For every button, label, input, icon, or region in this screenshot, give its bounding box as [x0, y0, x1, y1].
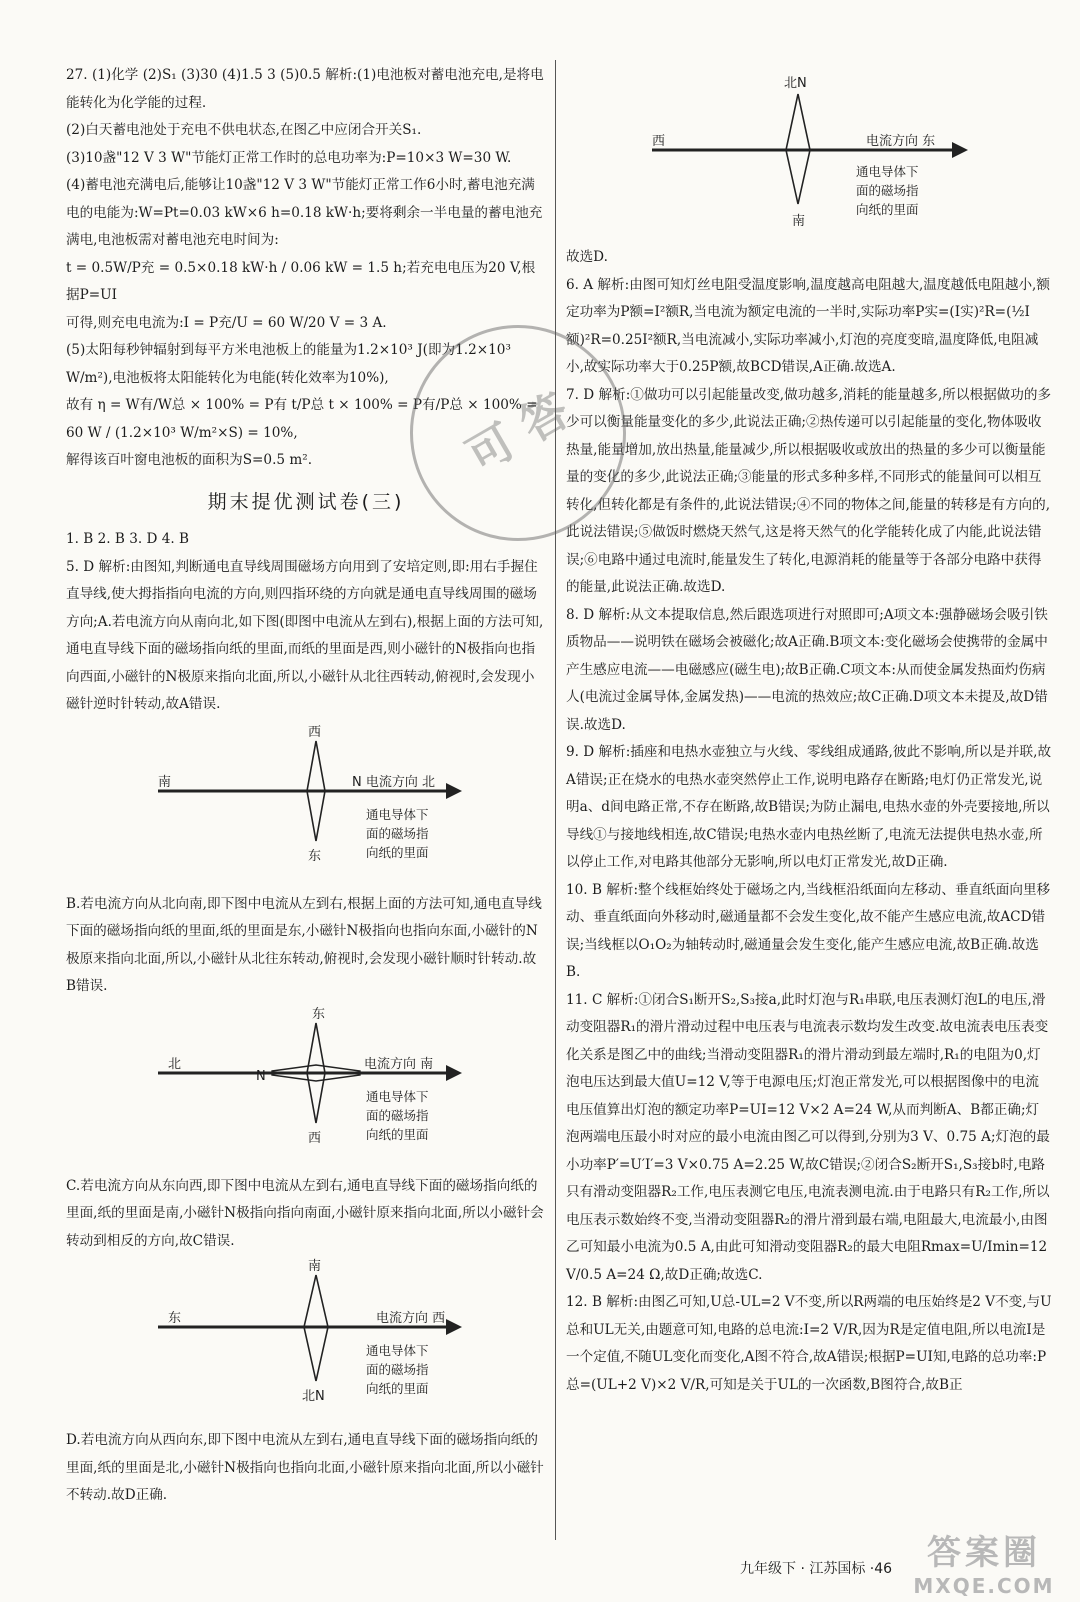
diagram-d-note: 通电导体下 面的磁场指 向纸的里面 [856, 164, 919, 217]
diagram-b-svg [66, 1007, 536, 1167]
answers-1-4: 1. B 2. B 3. D 4. B [66, 531, 189, 547]
section-title: 期末提优测试卷(三) [207, 490, 405, 513]
q5-b: B.若电流方向从北向南,即下图中电流从左到右,根据上面的方法可知,通电直导线下面的磁场指向纸的里面,纸的里面是东,小磁针N极指向也指向东面,小磁针的N极原来指向北面,所以,小磁针从北往东转动,俯视时,会发现小磁针顺时针转动.故B错误. [66, 895, 542, 994]
page-footer: 九年级下 · 江苏国标 ·46 [740, 1561, 893, 1577]
watermark-title: 答案圈 [927, 1533, 1041, 1573]
column-divider [555, 60, 556, 1540]
q27-line-10: 解得该百叶窗电池板的面积为S=0.5 m². [66, 452, 313, 468]
diagram-d [566, 68, 1052, 238]
q5-d: D.若电流方向从西向东,即下图中电流从左到右,通电直导线下面的磁场指向纸的里面,纸的里面是北,小磁针N极指向也指向北面,小磁针原来指向北面,所以小磁针不转动.故D正确. [66, 1432, 544, 1503]
q27-line-1: 27. (1)化学 (2)S₁ (3)30 (4)1.5 3 (5)0.5 解析:(1)电池板对蓄电池充电,是将电能转化为化学能的过程. [66, 67, 544, 111]
q27-line-9: 60 W / (1.2×10³ W/m²×S) = 10%, [66, 424, 298, 441]
diagram-c-right: 电流方向 西 [376, 1311, 446, 1326]
diagram-b-needle-n: N [256, 1068, 266, 1084]
q9: 9. D 解析:插座和电热水壶独立与火线、零线组成通路,彼此不影响,所以是并联,故A错误;正在烧水的电热水壶突然停止工作,说明电路存在断路;电灯仍正常发光,说明a、d间电路正常,不存在断路,故B错误;为防止漏电,电热水壶的外壳要接地,所以导线①与接地线相连,故C错误;电热水壶内电热丝断了,电流无法提供电热水壶,所以停止工作,对电路其他部分无影响,所以电灯正常发光,故D正确. [566, 744, 1052, 870]
diagram-c-top: 南 [308, 1259, 322, 1274]
diagram-b-bottom: 西 [308, 1130, 322, 1146]
q27-line-3: (3)10盏"12 V 3 W"节能灯正常工作时的总电功率为:P=10×3 W=30 W. [66, 149, 512, 166]
q11: 11. C 解析:①闭合S₁断开S₂,S₃接a,此时灯泡与R₁串联,电压表测灯泡L的电压,滑动变阻器R₁的滑片滑动过程中电压表与电流表示数均发生改变.故电流表电压表变化关系是图乙中的曲线;当滑动变阻器R₁的滑片滑动到最左端时,R₁的电阻为0,灯泡电压达到最大值U=12 V,等于电源电压;灯泡正常发光,可以根据图像中的电流电压值算出灯泡的额定功率P=UI=12 V×2 A=24 W,从而判断A、B都正确;灯泡两端电压最小时对应的最小电流由图乙可以得到,分别为3 V、0.75 A;灯泡的最小功率P′=U′I′=3 V×0.75 A=2.25 W,故C错误;②闭合S₂断开S₁,S₃接b时,电路只有滑动变阻器R₂工作,电压表测它电压,电流表测电流.由于电路只有R₂工作,所以电压表示数始终不变,当滑动变阻器R₂的滑片滑到最右端,电阻最大,电流最小,由图乙可知最小电流为0.5 A,由此可知滑动变阻器R₂的最大电阻Rmax=U/Imin=12 V/0.5 A=24 Ω,故D正确;故选C. [566, 991, 1050, 1283]
diagram-a-left: 南 [158, 774, 172, 790]
q27-line-8: 故有 η = W有/W总 × 100% = P有 t/P总 t × 100% = P有/P总 × 100% = [66, 397, 538, 413]
diagram-c-bottom: 北N [302, 1389, 325, 1404]
diagram-d-bottom: 南 [792, 214, 806, 229]
diagram-d-top: 北N [784, 76, 807, 91]
diagram-b [66, 1007, 546, 1167]
diagram-c-note: 通电导体下 面的磁场指 向纸的里面 [366, 1343, 429, 1396]
ink-stamp: 可 答 [370, 285, 665, 580]
diagram-d-left: 西 [652, 134, 666, 149]
q27-line-5: t = 0.5W/P充 = 0.5×0.18 kW·h / 0.06 kW = 1.5 h;若充电电压为20 V,根据P=UI [66, 259, 536, 303]
watermark-url: MXQE.COM [913, 1574, 1055, 1598]
q27-line-4: (4)蓄电池充满电后,能够让10盏"12 V 3 W"节能灯正常工作6小时,蓄电池充满电的电能为:W=Pt=0.03 kW×6 h=0.18 kW·h;要将剩余一半电量的蓄电池充满电,电池板需对蓄电池充电时间为: [66, 177, 543, 248]
q27-line-6: 可得,则充电电流为:I = P充/U = 60 W/20 V = 3 A. [66, 314, 387, 331]
diagram-a-top: 西 [308, 724, 322, 740]
watermark [894, 1525, 1074, 1598]
q5-intro: 5. D 解析:由图知,判断通电直导线周围磁场方向用到了安培定则,即:用右手握住直导线,使大拇指指向电流的方向,则四指环绕的方向就是通电直导线周围的磁场方向;A.若电流方向从南向北,如下图(即图中电流从左到右),根据上面的方法可知,通电直导线下面的磁场指向纸的里面,而纸的里面是西,则小磁针的N极指向也指向西面,小磁针的N极原来指向北面,所以,小磁针从北往西转动,俯视时,会发现小磁针逆时针转动,故A错误. [66, 558, 544, 712]
q8: 8. D 解析:从文本提取信息,然后跟选项进行对照即可;A项文本:强静磁场会吸引铁质物品——说明铁在磁场会被磁化;故A正确.B项文本:变化磁场会使携带的金属中产生感应电流——电磁感应(磁生电);故B正确.C项文本:从而使金属发热面灼伤病人(电流过金属导体,金属发热)——电流的热效应;故C正确.D项文本未提及,故D错误.故选D. [566, 606, 1048, 733]
diagram-b-note: 通电导体下 面的磁场指 向纸的里面 [366, 1088, 429, 1142]
q12: 12. B 解析:由图乙可知,U总-UL=2 V不变,所以R两端的电压始终是2 V不变,与U总和UL无关,由题意可知,电路的总电流:I=2 V/R,因为R是定值电阻,所以电流I是一个定值,不随UL变化而变化,A图不符合,故A错误;根据P=UI知,电路的总功率:P总=(UL+2 V)×2 V/R,可知是关于UL的一次函数,B图符合,故B正 [566, 1294, 1052, 1393]
diagram-a-right: N 电流方向 北 [352, 774, 435, 790]
diagram-a-note: 通电导体下 面的磁场指 向纸的里面 [366, 806, 429, 860]
diagram-c [66, 1261, 546, 1421]
diagram-d-right: 电流方向 东 [866, 134, 936, 149]
diagram-b-left: 北 [168, 1056, 182, 1072]
diagram-a-svg [66, 725, 536, 885]
q5-end: 故选D. [566, 249, 608, 265]
left-column [66, 62, 546, 1510]
diagram-b-top: 东 [312, 1006, 326, 1022]
diagram-b-right: 电流方向 南 [364, 1056, 434, 1072]
q27-line-2: (2)白天蓄电池处于充电不供电状态,在图乙中应闭合开关S₁. [66, 122, 422, 138]
diagram-c-svg [66, 1261, 536, 1421]
diagram-a-bottom: 东 [308, 848, 322, 864]
diagram-c-left: 东 [168, 1311, 182, 1326]
q5-c: C.若电流方向从东向西,即下图中电流从左到右,通电直导线下面的磁场指向纸的里面,纸的里面是南,小磁针N极指向指向南面,小磁针原来指向北面,所以小磁针会转动到相反的方向,故C错误. [66, 1177, 544, 1249]
right-column [566, 62, 1052, 1399]
q6: 6. A 解析:由图可知灯丝电阻受温度影响,温度越高电阻越大,温度越低电阻越小,额定功率为P额=I²额R,当电流为额定电流的一半时,实际功率P实=(I实)²R=(½I额)²R=0.25I²额R,当电流减小,实际功率减小,灯泡的亮度变暗,温度降低,电阻减小,故实际功率大于0.25P额,故BCD错误,A正确.故选A. [566, 276, 1050, 375]
q27-line-7: (5)太阳每秒钟辐射到每平方米电池板上的能量为1.2×10³ J(即为1.2×10³ W/m²),电池板将太阳能转化为电能(转化效率为10%), [66, 342, 511, 386]
diagram-a [66, 725, 546, 885]
q7: 7. D 解析:①做功可以引起能量改变,做功越多,消耗的能量越多,所以根据做功的多少可以衡量能量变化的多少,此说法正确;②热传递可以引起能量的变化,物体吸收热量,能量增加,放出热量,能量减少,所以根据吸收或放出的热量的多少可以衡量能量的变化的多少,此说法正确;③能量的形式多种多样,不同形式的能量间可以相互转化,但转化都是有条件的,此说法错误;④不同的物体之间,能量的转移是有方向的,此说法错误;⑤做饭时燃烧天然气,这是将天然气的化学能转化成了内能,此说法错误;⑥电路中通过电流时,能量发生了转化,电源消耗的能量等于各部分电路中获得的能量,此说法正确.故选D. [566, 386, 1052, 595]
q10: 10. B 解析:整个线框始终处于磁场之内,当线框沿纸面向左移动、垂直纸面向里移动、垂直纸面向外移动时,磁通量都不会发生变化,故不能产生感应电流,故ACD错误;当线框以O₁O₂为轴转动时,磁通量会发生变化,能产生感应电流,故B正确.故选B. [566, 881, 1051, 980]
